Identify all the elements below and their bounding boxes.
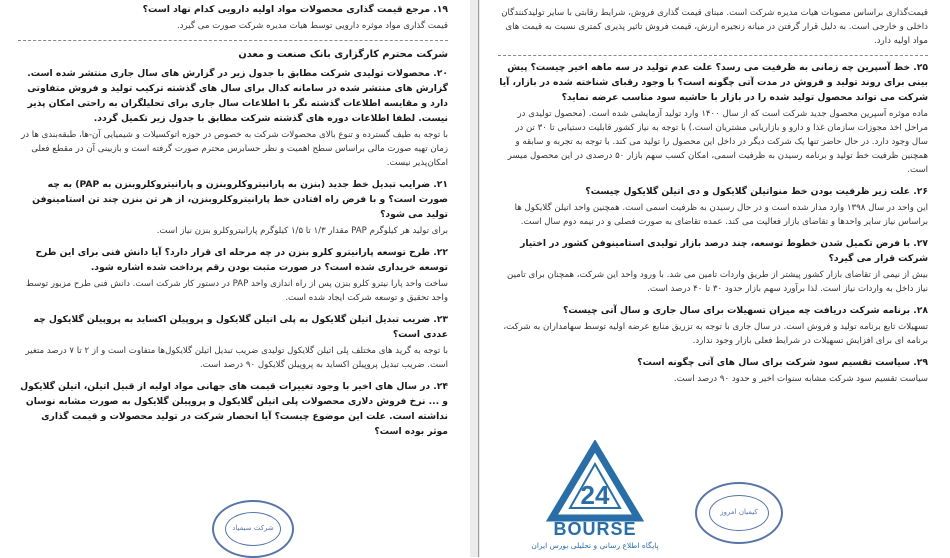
answer-text: با توجه به گرید های مختلف پلی اتیلن گلایکول تولیدی ضریب تبدیل اتیلن گلایکول‌ها متفاوت است و از ۲ تا ۷ درصد متغیر است. ضریب تبدیل پروپیلن اکساید به پروپیلن گلایکول ۹۰ درصد است. xyxy=(25,346,448,370)
answer-text: با توجه به طیف گسترده و تنوع بالای محصولات شرکت به خصوص در حوزه اتوکسیلات و شیمیایی آن-ها، طبقه‌بندی ها در زمان تهیه صورت مالی براساس سطح اهمیت و نظر حسابرس محترم صورت گرفته است و بازبینی آن در مقطع فعلی امکان‌پذیر نیست. xyxy=(21,130,448,168)
seal-text: کیمیان امروز xyxy=(720,508,758,517)
question-24 xyxy=(18,379,448,439)
question-20 xyxy=(18,66,448,170)
question-text: ۲۷. با فرض تکمیل شدن خطوط توسعه، چند درصد بازار تولیدی استامینوفن کشور در اختیار شرکت قرار می گیرد؟ xyxy=(520,238,928,264)
answer-text: قیمت گذاری مواد موثره دارویی توسط هیات مدیره شرکت صورت می گیرد. xyxy=(176,21,448,31)
question-21 xyxy=(18,177,448,238)
question-text: ۲۹. سیاست تقسیم سود شرکت برای سال های آتی چگونه است؟ xyxy=(637,357,928,368)
answer-text: برای تولید هر کیلوگرم PAP مقدار ۱/۳ تا ۱/۵ کیلوگرم پارانیتروکلرو بنزن نیاز است. xyxy=(156,226,448,236)
logo-tagline: پایگاه اطلاع رسانی و تحلیلی بورس ایران xyxy=(531,541,659,550)
question-19 xyxy=(18,2,448,33)
question-26 xyxy=(498,184,928,229)
question-text: ۱۹. مرجع قیمت گذاری محصولات مواد اولیه دارویی کدام نهاد است؟ xyxy=(142,4,448,15)
answer-text: سیاست تقسیم سود شرکت مشابه سنوات اخیر و حدود ۹۰ درصد است. xyxy=(673,374,928,384)
logo-numeral: 24 xyxy=(580,480,610,510)
divider xyxy=(18,40,448,41)
bourse24-logo xyxy=(520,440,670,552)
question-text: ۲۶. علت زیر ظرفیت بودن خط منواتیلن گلایکول و دی اتیلن گلایکول چیست؟ xyxy=(585,186,928,197)
seal-text: شرکت سیمیاد xyxy=(232,524,274,533)
answer-text: بیش از نیمی از تقاضای بازار کشور پیشتر از طریق واردات تامین می شد. با ورود واحد این شرکت، همچنان برای تامین نیاز داخل به واردات نیاز است. لذا برآورد سهم بازار حدود ۳۰ تا ۴۰ درصد است. xyxy=(507,270,928,294)
question-23 xyxy=(18,312,448,372)
question-text: ۲۱. ضرایب تبدیل خط جدید (بنزن به پارانیتروکلروبنزن و پارانیتروکلروبنزن به PAP) به چه صورت است؟ و با فرض راه افتادن خط پارانیتروکلروبنزن، از هر تن بنزن چند تن استامینوفن تولید می شود؟ xyxy=(32,179,448,220)
question-text: ۲۸. برنامه شرکت دریافت چه میزان تسهیلات برای سال جاری و سال آتی چیست؟ xyxy=(562,305,928,316)
logo-brand: BOURSE xyxy=(553,519,637,539)
question-text: ۲۴. در سال های اخیر با وجود تغییرات قیمت های جهانی مواد اولیه از قبیل اتیلن، اتیلن گلایکول و ... نرخ فروش دلاری محصولات پلی اتیلن گلایکول و پروپیلن گلایکول به صورت مشابه نوسان نداشته است. علت این موضوع چیست؟ آیا انحصار شرکت در تولید محصولات و قیمت گذاری موثر بوده است؟ xyxy=(20,381,448,437)
question-25 xyxy=(498,60,928,177)
section-heading: شرکت محترم کارگزاری بانک صنعت و معدن xyxy=(238,49,448,60)
divider xyxy=(498,55,928,56)
bourse24-logo-icon xyxy=(520,440,670,552)
question-text: ۲۳. ضریب تبدیل اتیلن گلایکول به پلی اتیلن گلایکول و پروپیلن اکساید به پروپیلن گلایکول چه عددی است؟ xyxy=(33,314,448,340)
seal-inner xyxy=(709,495,770,532)
intro-paragraph: قیمت‌گذاری براساس مصوبات هیات مدیره شرکت است. مبنای قیمت گذاری فروش، شرایط رقابتی با سایر تولیدکنندگان داخلی و خارجی است. به دلیل قرار گرفتن در میانه زنجیره ارزش، قیمت فروش تاثیر پذیری کمتری نسبت به قیمت های مواد اولیه دارد. xyxy=(501,8,928,46)
question-22 xyxy=(18,245,448,305)
question-text: ۲۰. محصولات تولیدی شرکت مطابق با جدول زیر در گزارش های سال جاری منتشر شده است. گزارش های منتشر شده در سامانه کدال برای سال های گذشته ترکیب تولید و فروش متفاوتی دارد و مقایسه اطلاعات گذشته نگر با اطلاعات سال جاری برای تحلیلگران به راحتی امکان پذیر نیست. لطفا اطلاعات دوره های گذشته شرکت مطابق با جدول زیر تکمیل گردد. xyxy=(27,68,448,124)
answer-text: این واحد در سال ۱۳۹۸ وارد مدار شده است و در حال رسیدن به ظرفیت اسمی است. همچنین واحد اتیلن گلایکول ها براساس نیاز سایر واحدها و تقاضای بازار فعالیت می کند. عمده تقاضای به صورت فصلی و در نیمه دوم سال است. xyxy=(514,203,928,227)
document-page-left xyxy=(0,0,470,557)
answer-text: تسهیلات تابع برنامه تولید و فروش است. در سال جاری با توجه به تزریق منابع عرضه اولیه توسط سهامداران به شرکت، برنامه ای برای افزایش تسهیلات در شرایط فعلی بازار وجود ندارد. xyxy=(503,322,928,346)
page-border xyxy=(478,0,479,557)
question-28 xyxy=(498,303,928,348)
seal-inner xyxy=(225,512,282,546)
answer-text: ماده موثره آسپرین محصول جدید شرکت است که از سال ۱۴۰۰ وارد تولید آزمایشی شده است. (محصول تولیدی در مراحل اخذ مجوزات سازمان غذا و دارو و بازاریابی مشتریان است.) با توجه به نیاز کشور قابلیت دستیابی تا ۳۰ تن در سال وجود دارد. در حال حاضر تنها یک شرکت دیگر در داخل این محصول را تولید می کند. با توجه به تجربه و سابقه و همچنین ظرفیت خط تولید و برنامه رسیدن به ظرفیت اسمی، امکان کسب سهم بازار ۵۰ درصدی در این محصول میسر است. xyxy=(507,109,928,175)
company-seal-stamp xyxy=(695,482,783,544)
question-27 xyxy=(498,236,928,296)
company-seal-stamp xyxy=(212,500,294,558)
question-text: ۲۲. طرح توسعه پارانیترو کلرو بنزن در چه مرحله ای قرار دارد؟ آیا دانش فنی برای این طرح توسعه خریداری شده است؟ در صورت مثبت بودن رقم پرداخت شده اشاره شود. xyxy=(35,247,448,273)
question-text: ۲۵. خط آسپرین چه زمانی به ظرفیت می رسد؟ علت عدم تولید در سه ماهه اخیر چیست؟ پیش بینی برای روند تولید و فروش در مدت آتی چگونه است؟ با وجود رقبای شناخته شده در بازار، آیا شرکت می تواند محصول تولید شده را در بازار با حاشیه سود مناسب عرضه نماید؟ xyxy=(499,62,928,103)
answer-text: ساخت واحد پارا نیترو کلرو بنزن پس از راه اندازی واحد PAP در دستور کار شرکت است. دانش فنی طرح مزبور توسط واحد تحقیق و توسعه شرکت ایجاد شده است. xyxy=(25,279,448,303)
question-29 xyxy=(498,355,928,386)
